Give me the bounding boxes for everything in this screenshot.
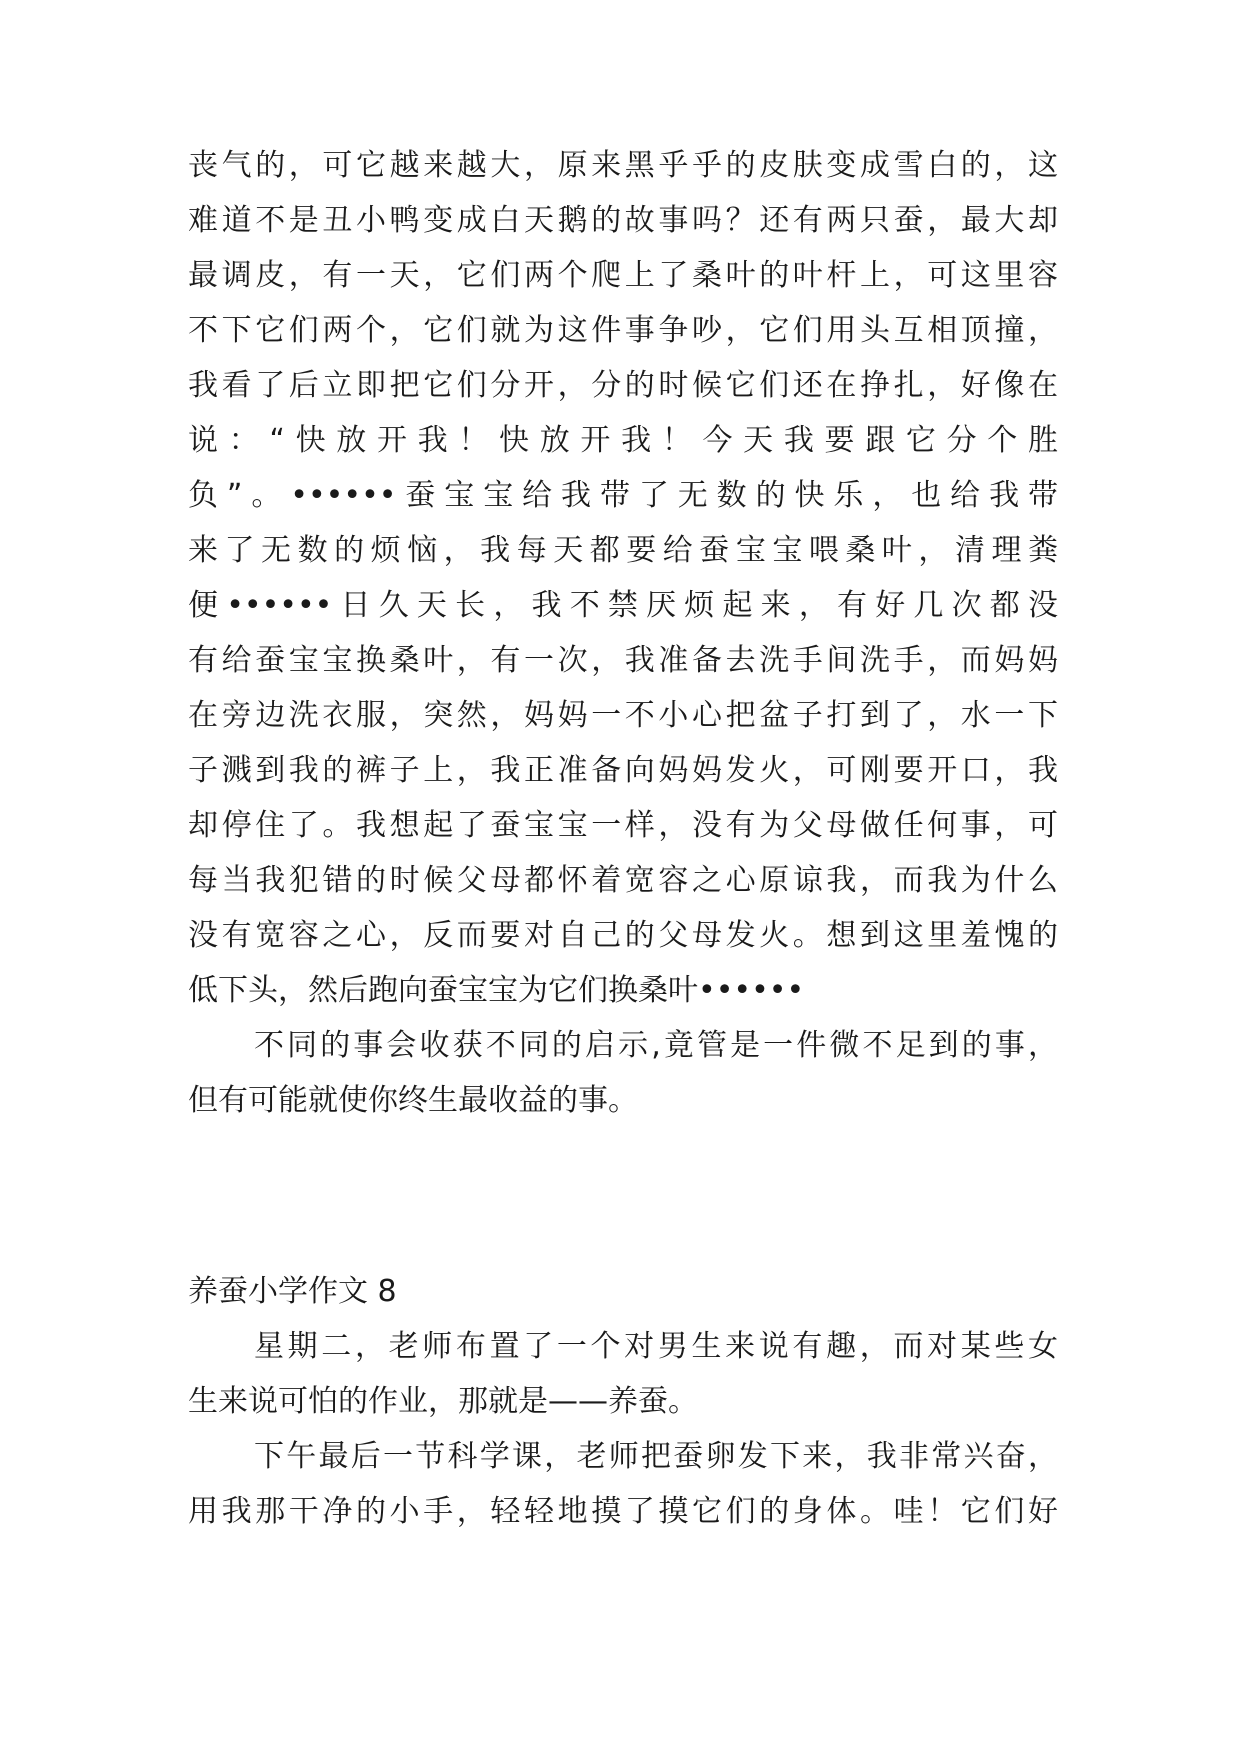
paragraph-line: 不同的事会收获不同的启示,竟管是一件微不足到的事，: [254, 1028, 1058, 1063]
paragraph-line: 来了无数的烦恼，我每天都要给蚕宝宝喂桑叶，清理粪: [188, 533, 1058, 568]
section-heading: 养蚕小学作文 8: [188, 1274, 397, 1309]
paragraph-line: 难道不是丑小鸭变成白天鹅的故事吗？还有两只蚕，最大却: [188, 203, 1058, 238]
paragraph-line: 在旁边洗衣服，突然，妈妈一不小心把盆子打到了，水一下: [188, 698, 1058, 733]
paragraph-line: 丧气的，可它越来越大，原来黑乎乎的皮肤变成雪白的，这: [188, 148, 1058, 183]
paragraph-line: 每当我犯错的时候父母都怀着宽容之心原谅我，而我为什么: [188, 863, 1058, 898]
paragraph-line: 用我那干净的小手，轻轻地摸了摸它们的身体。哇！它们好: [188, 1494, 1058, 1529]
paragraph-line: 星期二，老师布置了一个对男生来说有趣，而对某些女: [254, 1329, 1058, 1364]
paragraph-line: 负”。••••••蚕宝宝给我带了无数的快乐，也给我带: [188, 478, 1058, 513]
paragraph-line: 却停住了。我想起了蚕宝宝一样，没有为父母做任何事，可: [188, 808, 1058, 843]
paragraph-line: 有给蚕宝宝换桑叶，有一次，我准备去洗手间洗手，而妈妈: [188, 643, 1058, 678]
paragraph-line: 生来说可怕的作业，那就是——养蚕。: [188, 1384, 698, 1419]
paragraph-line: 我看了后立即把它们分开，分的时候它们还在挣扎，好像在: [188, 368, 1058, 403]
paragraph-line: 子溅到我的裤子上，我正准备向妈妈发火，可刚要开口，我: [188, 753, 1058, 788]
paragraph-line: 下午最后一节科学课，老师把蚕卵发下来，我非常兴奋，: [254, 1439, 1058, 1474]
paragraph-line: 最调皮，有一天，它们两个爬上了桑叶的叶杆上，可这里容: [188, 258, 1058, 293]
paragraph-line: 没有宽容之心，反而要对自己的父母发火。想到这里羞愧的: [188, 918, 1058, 953]
paragraph-line: 低下头，然后跑向蚕宝宝为它们换桑叶••••••: [188, 973, 805, 1008]
paragraph-line: 不下它们两个，它们就为这件事争吵，它们用头互相顶撞，: [188, 313, 1058, 348]
paragraph-line: 说：“快放开我！快放开我！今天我要跟它分个胜: [188, 423, 1058, 458]
paragraph-line: 便••••••日久天长，我不禁厌烦起来，有好几次都没: [188, 588, 1058, 623]
paragraph-line: 但有可能就使你终生最收益的事。: [188, 1083, 638, 1118]
